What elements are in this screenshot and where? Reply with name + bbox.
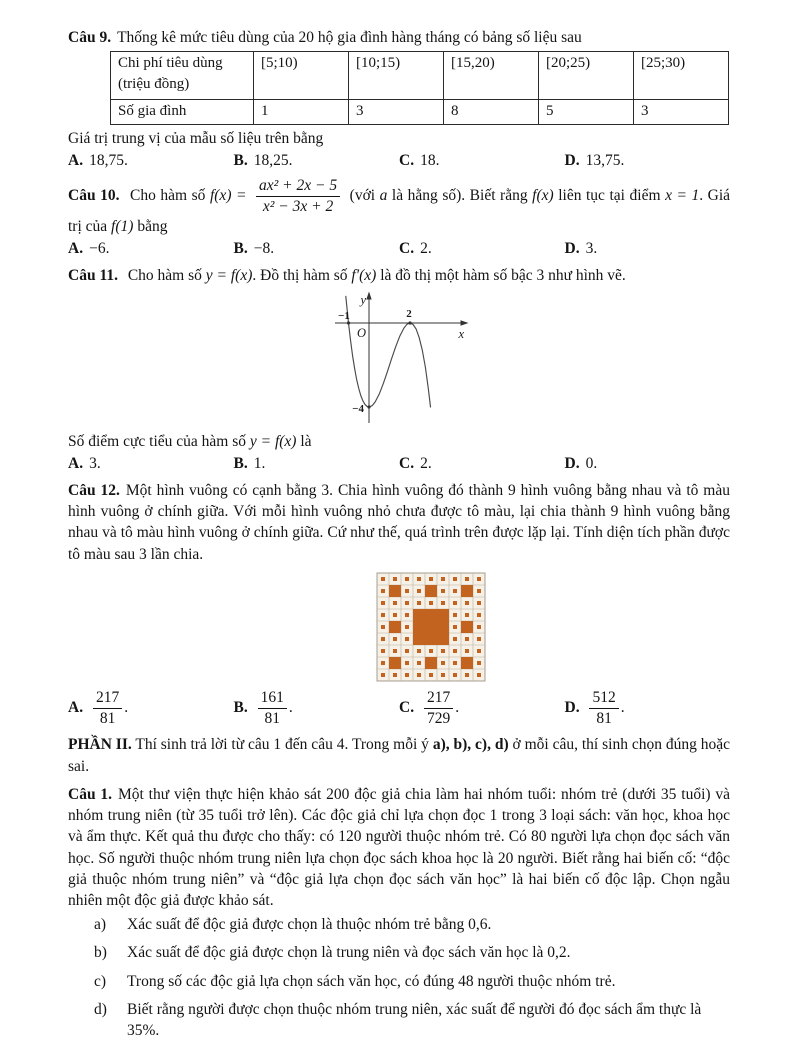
table-interval-cell: [20;25) [539,52,634,100]
fraction: $\frac{161}{81}$ [258,689,287,728]
question-11 [68,265,730,472]
question-9-intro: Câu 9. Thống kê mức tiêu dùng của 20 hộ gia đình hàng tháng có bảng số liệu sau [68,29,582,46]
answer-option-a: A. 3. [68,454,101,472]
answer-option-a: A. −6. [68,240,110,258]
cubic-derivative-graph [328,290,730,430]
fraction: $\frac{512}{81}$ [589,689,618,728]
answer-option-c: C. 2. [399,454,432,472]
answer-option-b: B. $\frac{161}{81}$ . [233,688,293,727]
answer-option-d: D. $\frac{512}{81}$ . [564,688,625,727]
question-11-label: Câu 11. [68,267,118,285]
fraction: $\frac{217}{729}$ [424,689,453,728]
statement-c: c) Trong số các độc giả lựa chọn sách văn học, có đúng 48 người thuộc nhóm trẻ. [94,972,616,990]
math-fraction: $\frac{\text{ax² + 2x − 5}}{\text{x² − 3x + 2}}$ [256,177,340,216]
min-label: −4 [352,402,364,415]
table-count-cell: 8 [444,100,539,125]
answer-option-d: D. 0. [564,454,598,472]
part2-question-1-stem: Câu 1. Một thư viện thực hiện khảo sát 200 độc giả chia làm hai nhóm tuổi: nhóm trẻ (dưới 35 tuổi) và nhóm trung niên (từ 35 tuổi trở lên). Các độc giả chỉ lựa chọn đọc 1 trong 3 loại sách: văn học, khoa học và ẩm thực. Kết quả thu được cho thấy: có 120 người thuộc nhóm trẻ. Có 80 người lựa chọn đọc sách văn học. Số người thuộc nhóm trung niên lựa chọn đọc sách khoa học là 20 người. Biết rằng hai biến cố: “độc giả thuộc nhóm trung niên” và “độc giả lựa chọn đọc sách văn học” là hai biến cố độc lập. Chọn ngẫu nhiên một độc giả được khảo sát. [68,785,730,909]
table-header-cell: Chi phí tiêu dùng (triệu đồng) [111,52,254,100]
answer-option-a: A. 18,75. [68,152,128,170]
fraction: $\frac{217}{81}$ [93,689,122,728]
question-9-label: Câu 9. [68,29,112,46]
question-12-label: Câu 12. [68,481,120,499]
answer-option-c: C. 18. [399,152,440,170]
min-point [367,405,370,408]
part-2-label: PHẦN II. [68,736,132,754]
answer-option-b: B. 18,25. [233,152,293,170]
question-10-stem: Câu 10. Cho hàm số f(x) = $\frac{\text{ax² + 2x − 5}}{\text{x² − 3x + 2}}$ (với a là hằng số). Biết rằng f(x) liên tục tại điểm x = 1. Giá trị của f(1) bằng [68,177,731,236]
sierpinski-carpet-figure [376,572,730,682]
question-11-answers [68,455,730,473]
math-fprime: f′(x) [351,267,377,285]
statement-d: d) Biết rằng người được chọn thuộc nhóm trung niên, xác suất để người đó đọc sách ẩm thực là 35%. [94,1000,702,1040]
math-var-a: a [379,187,388,205]
table-data-row [111,100,729,125]
math-fx: f(x) = [209,187,247,205]
question-10 [68,177,730,258]
answer-option-d: D. 13,75. [564,152,625,170]
statement-b: b) Xác suất để độc giả được chọn là trung niên và đọc sách văn học là 0,2. [94,944,571,962]
y-axis-arrow [366,291,371,299]
frequency-table [110,51,729,125]
answer-option-a: A. $\frac{217}{81}$ . [68,688,129,727]
part-2-header [68,734,730,776]
statement-a: a) Xác suất để độc giả được chọn là thuộc nhóm trẻ bằng 0,6. [94,916,492,934]
touch-label: 2 [406,307,412,320]
table-count-cell: 3 [634,100,729,125]
origin-label: O [356,325,366,340]
root-label: −1 [338,309,350,322]
answer-option-c: C. 2. [399,240,432,258]
fprime-curve [346,296,431,407]
x-axis-label: x [458,326,464,341]
math-x-eq-1: x = 1 [665,187,700,205]
table-count-cell: 3 [349,100,444,125]
table-row-label: Số gia đình [111,100,254,125]
part2-question-1 [68,784,730,1041]
question-10-answers [68,240,730,258]
math-fx: f(x) [532,187,554,205]
y-axis-label: y [360,292,366,307]
graph-svg [328,290,478,425]
table-count-cell: 5 [539,100,634,125]
table-interval-cell: [10;15) [349,52,444,100]
question-12 [68,480,730,728]
question-9 [68,27,730,170]
question-12-answers [68,689,730,728]
table-interval-cell: [5;10) [254,52,349,100]
abcd-bold: a), b), c), d) [432,736,509,754]
question-11-stem: Câu 11. Cho hàm số y = f(x). Đồ thị hàm số f′(x) là đồ thị một hàm số bậc 3 như hình vẽ. [68,267,626,285]
question-11-query: Số điểm cực tiểu của hàm số y = f(x) là [68,432,312,450]
part-2-instructions: PHẦN II. Thí sinh trả lời từ câu 1 đến câu 4. Trong mỗi ý a), b), c), d) ở mỗi câu, thí sinh chọn đúng hoặc sai. [68,736,731,775]
math-f1: f(1) [111,218,134,236]
table-interval-cell: [15,20) [444,52,539,100]
table-interval-cell: [25;30) [634,52,729,100]
answer-option-d: D. 3. [564,240,598,258]
carpet-figure-svg [376,572,486,682]
x-axis-arrow [461,320,469,325]
part2-question-1-label: Câu 1. [68,785,113,803]
table-header-row [111,52,729,100]
answer-option-b: B. −8. [233,240,275,258]
math-y-fx: y = f(x) [249,432,297,450]
question-12-stem: Câu 12. Một hình vuông có cạnh bằng 3. Chia hình vuông đó thành 9 hình vuông bằng nhau và tô màu hình vuông ở chính giữa. Với mỗi hình vuông nhỏ chưa được tô màu, lại chia thành 9 hình vuông bằng nhau và tô màu hình vuông ở chính giữa. Cứ như thế, quá trình trên được lặp lại. Tính diện tích phần được tô màu sau 3 lần chia. [68,481,730,563]
table-count-cell: 1 [254,100,349,125]
touch-point [408,321,411,324]
math-y-fx: y = f(x) [205,267,253,285]
question-10-label: Câu 10. [68,187,120,205]
question-9-stem: Giá trị trung vị của mẫu số liệu trên bằng [68,130,324,148]
question-9-answers [68,152,730,170]
answer-option-b: B. 1. [233,454,266,472]
answer-option-c: C. $\frac{217}{729}$ . [399,688,460,727]
